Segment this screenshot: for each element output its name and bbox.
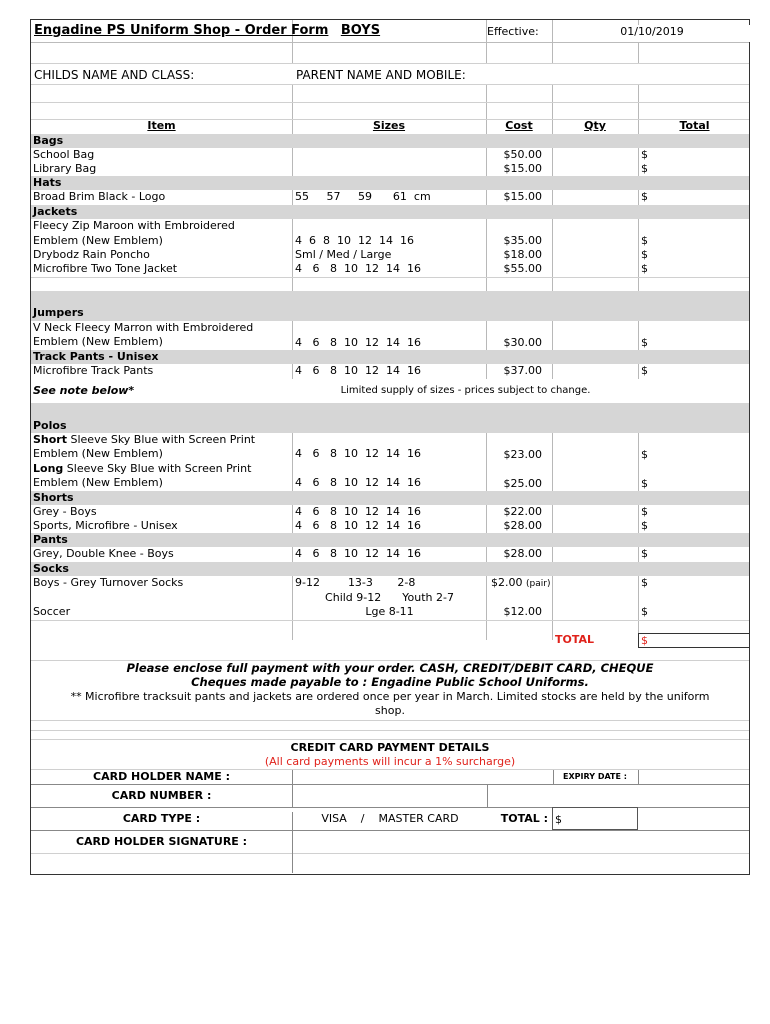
col-item: Item: [147, 119, 176, 132]
form-title: Engadine PS Uniform Shop - Order Form: [34, 23, 329, 38]
grand-total-row: [31, 633, 749, 648]
credit-card-heading: CREDIT CARD PAYMENT DETAILS: [290, 741, 490, 754]
parent-name-label: PARENT NAME AND MOBILE:: [296, 68, 749, 84]
note-line-2: shop.: [375, 704, 405, 717]
col-total: Total: [679, 119, 710, 132]
table-row: Broad Brim Black - Logo 55 57 59 61 cm $15.00 $: [33, 190, 648, 203]
cheques-line: Cheques made payable to : Engadine Public School Uniforms.: [191, 675, 589, 689]
section-polos: Polos: [31, 403, 749, 433]
section-track-pants: Track Pants - Unisex: [31, 350, 749, 364]
grand-total-label: TOTAL: [555, 633, 595, 646]
col-sizes: Sizes: [372, 119, 406, 132]
note-line-1: ** Microfibre tracksuit pants and jackets are ordered once per year in March. Limited stocks are held by the uniform: [70, 690, 710, 703]
table-row: Child 9-12 Youth 2-7: [325, 591, 454, 604]
child-name-label: CHILDS NAME AND CLASS:: [34, 68, 195, 82]
table-row: Library Bag $15.00 $: [33, 162, 648, 175]
expiry-date-label: EXPIRY DATE :: [563, 772, 627, 781]
payment-line: Please enclose full payment with your order. CASH, CREDIT/DEBIT CARD, CHEQUE: [126, 661, 654, 675]
column-header-row: [31, 119, 749, 134]
section-jackets: Jackets: [31, 205, 749, 219]
signature-row: [31, 830, 749, 853]
card-holder-name-field[interactable]: [292, 770, 554, 784]
table-row: Microfibre Track Pants 4 6 8 10 12 14 16 $37.00 $: [33, 364, 648, 377]
effective-date: 01/10/2019: [553, 25, 751, 42]
card-total-field[interactable]: $: [552, 807, 638, 830]
order-form: [30, 19, 750, 875]
form-subtitle: BOYS: [340, 23, 381, 38]
table-row: Drybodz Rain Poncho Sml / Med / Large $18.00 $: [33, 248, 648, 261]
child-name-field[interactable]: [31, 84, 749, 102]
table-row: Fleecy Zip Maroon with Embroidered Emblem (New Emblem) 4 6 8 10 12 14 16 $35.00 $: [33, 219, 648, 247]
section-shorts: Shorts: [31, 491, 749, 505]
section-hats: Hats: [31, 176, 749, 190]
signature-extra-row: [31, 853, 749, 873]
signature-field[interactable]: [292, 830, 752, 853]
section-pants: Pants: [31, 533, 749, 547]
table-row: Soccer Lge 8-11 $12.00 $: [33, 605, 648, 618]
table-row: Short Sleeve Sky Blue with Screen Print Emblem (New Emblem) 4 6 8 10 12 14 16 $23.00 $: [33, 433, 648, 461]
col-cost: Cost: [505, 119, 533, 132]
note-row: [31, 379, 749, 403]
card-holder-row: [31, 770, 749, 784]
card-holder-name-label: CARD HOLDER NAME :: [93, 770, 230, 783]
table-row: Long Sleeve Sky Blue with Screen Print Emblem (New Emblem) 4 6 8 10 12 14 16 $25.00 $: [33, 462, 648, 490]
card-total-label: TOTAL :: [500, 812, 548, 825]
card-number-row: [31, 784, 749, 807]
table-row: Sports, Microfibre - Unisex 4 6 8 10 12 14 16 $28.00 $: [33, 519, 648, 532]
section-bags: Bags: [31, 134, 749, 148]
card-type-label: CARD TYPE :: [122, 812, 201, 825]
expiry-date-field[interactable]: [638, 770, 752, 784]
title-row: [31, 20, 749, 43]
table-row: School Bag $50.00 $: [33, 148, 648, 161]
signature-label: CARD HOLDER SIGNATURE :: [75, 835, 248, 848]
grand-total-field[interactable]: $: [638, 633, 750, 648]
see-note: See note below*: [33, 384, 135, 397]
col-qty: Qty: [584, 119, 606, 132]
table-row: Boys - Grey Turnover Socks 9-12 13-3 2-8 $2.00 (pair) $: [33, 576, 648, 589]
table-row: V Neck Fleecy Marron with Embroidered Emblem (New Emblem) 4 6 8 10 12 14 16 $30.00 $: [33, 321, 648, 349]
effective-label: Effective:: [487, 25, 539, 38]
limited-supply-note: Limited supply of sizes - prices subject to change.: [293, 384, 638, 403]
card-type-row: [31, 807, 749, 830]
table-row: Grey, Double Knee - Boys 4 6 8 10 12 14 16 $28.00 $: [33, 547, 648, 560]
section-socks: Socks: [31, 562, 749, 576]
card-number-field[interactable]: [292, 784, 488, 807]
table-row: Microfibre Two Tone Jacket 4 6 8 10 12 14 16 $55.00 $: [33, 262, 648, 275]
surcharge-note: (All card payments will incur a 1% surcharge): [264, 755, 516, 768]
table-row: Grey - Boys 4 6 8 10 12 14 16 $22.00 $: [33, 505, 648, 518]
card-type-option[interactable]: VISA / MASTER CARD: [292, 812, 487, 830]
section-jumpers: Jumpers: [31, 291, 749, 321]
card-number-label: CARD NUMBER :: [111, 789, 212, 802]
